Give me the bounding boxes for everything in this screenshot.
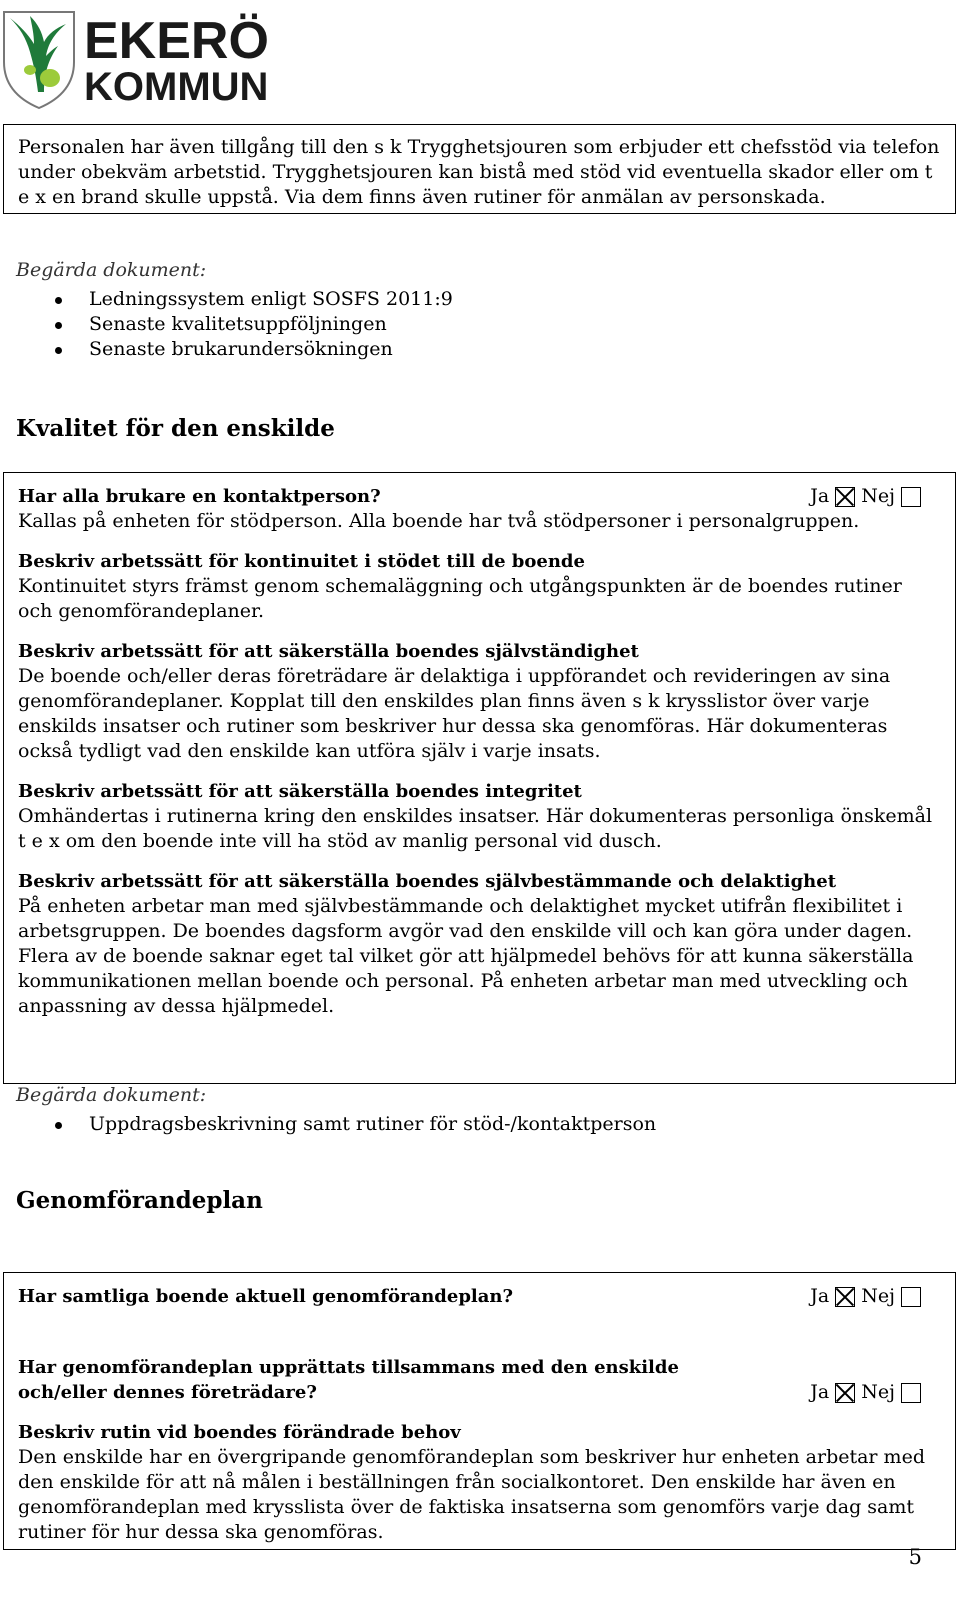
page-number: 5 bbox=[908, 1545, 922, 1569]
question-aktuell-plan: Har samtliga boende aktuell genomförandeplan? bbox=[18, 1286, 514, 1307]
yes-checkbox[interactable] bbox=[835, 1383, 855, 1403]
heading-integritet: Beskriv arbetssätt för att säkerställa boendes integritet bbox=[18, 781, 582, 802]
answer-forandrade-behov: Den enskilde har en övergripande genomförandeplan som beskriver hur enheten arbetar med den enskilde för att nå målen i beställningen från socialkontoret. Den enskilde har även en genomförandeplan med krysslista över de faktiska insatserna som genomförs varje dag samt rutiner för hur dessa ska genomföras. bbox=[18, 1446, 925, 1543]
heading-forandrade-behov: Beskriv rutin vid boendes förändrade behov bbox=[18, 1422, 461, 1443]
heading-sjalvbestammande: Beskriv arbetssätt för att säkerställa boendes självbestämmande och delaktighet bbox=[18, 871, 837, 892]
no-label: Nej bbox=[861, 485, 895, 507]
no-checkbox[interactable] bbox=[901, 487, 921, 507]
heading-kontinuitet: Beskriv arbetssätt för kontinuitet i stödet till de boende bbox=[18, 551, 585, 572]
requested-documents-list bbox=[16, 1112, 656, 1137]
requested-documents-label: Begärda dokument: bbox=[16, 1084, 207, 1106]
question-row-kontaktperson bbox=[18, 484, 941, 509]
list-item: Senaste kvalitetsuppföljningen bbox=[16, 312, 453, 337]
logo-text-kommun: KOMMUN bbox=[84, 65, 269, 109]
question-box-kvalitet bbox=[3, 472, 956, 1084]
answer-integritet: Omhändertas i rutinerna kring den enskildes insatser. Här dokumenteras personliga önskemål t e x om den boende inte vill ha stöd av manlig personal vid dusch. bbox=[18, 805, 933, 852]
yes-checkbox[interactable] bbox=[835, 1287, 855, 1307]
question-kontaktperson: Har alla brukare en kontaktperson? bbox=[18, 486, 381, 507]
answer-options bbox=[810, 1284, 927, 1309]
answer-options bbox=[810, 1380, 927, 1405]
yes-checkbox[interactable] bbox=[835, 487, 855, 507]
answer-options bbox=[810, 484, 927, 509]
answer-kontaktperson: Kallas på enheten för stödperson. Alla boende har två stödpersoner i personalgruppen. bbox=[18, 510, 860, 532]
section-heading-genomforandeplan: Genomförandeplan bbox=[16, 1187, 263, 1214]
trygghetsjour-paragraph: Personalen har även tillgång till den s k Trygghetsjouren som erbjuder ett chefsstöd via telefon under obekväm arbetstid. Trygghetsjouren kan bistå med stöd vid eventuella skador eller om t e x en brand skulle uppstå. Via dem finns även rutiner för anmälan av personskada. bbox=[18, 136, 940, 208]
logo-text-ekero: EKERÖ bbox=[84, 12, 269, 70]
no-checkbox[interactable] bbox=[901, 1287, 921, 1307]
answer-kontinuitet: Kontinuitet styrs främst genom schemaläggning och utgångspunkten är de boendes rutiner och genomförandeplaner. bbox=[18, 575, 902, 622]
requested-documents-label: Begärda dokument: bbox=[16, 259, 207, 281]
question-row-upprattad-tillsammans bbox=[18, 1355, 941, 1405]
info-box-trygghetsjour bbox=[3, 124, 956, 214]
no-label: Nej bbox=[861, 1381, 895, 1403]
question-upprattad-line2: och/eller dennes företrädare? bbox=[18, 1382, 317, 1403]
heading-sjalvstandighet: Beskriv arbetssätt för att säkerställa boendes självständighet bbox=[18, 641, 639, 662]
question-upprattad-line1: Har genomförandeplan upprättats tillsammans med den enskilde bbox=[18, 1357, 679, 1378]
question-row-aktuell-plan bbox=[18, 1284, 941, 1309]
list-item: Uppdragsbeskrivning samt rutiner för stöd-/kontaktperson bbox=[16, 1112, 656, 1137]
answer-sjalvbestammande: På enheten arbetar man med självbestämmande och delaktighet mycket utifrån flexibilitet i arbetsgruppen. De boendes dagsform avgör vad den enskilde vill och kan göra under dagen. Flera av de boende saknar eget tal vilket gör att hjälpmedel behövs för att kunna säkerställa kommunikationen mellan boende och personal. På enheten arbetar man med utveckling och anpassning av dessa hjälpmedel. bbox=[18, 895, 914, 1017]
yes-label: Ja bbox=[810, 1381, 830, 1403]
requested-documents-list bbox=[16, 287, 453, 362]
yes-label: Ja bbox=[810, 1285, 830, 1307]
no-checkbox[interactable] bbox=[901, 1383, 921, 1403]
yes-label: Ja bbox=[810, 485, 830, 507]
requested-documents-2 bbox=[16, 1083, 656, 1137]
list-item: Senaste brukarundersökningen bbox=[16, 337, 453, 362]
no-label: Nej bbox=[861, 1285, 895, 1307]
question-box-genomforandeplan bbox=[3, 1272, 956, 1550]
answer-sjalvstandighet: De boende och/eller deras företrädare är delaktiga i uppförandet och revideringen av sina genomförandeplaner. Kopplat till den enskildes plan finns även s k krysslistor över varje enskilds insatser och rutiner som beskriver hur dessa ska genomföras. Här dokumenteras också tydligt vad den enskilde kan utföra själv i varje insats. bbox=[18, 665, 891, 762]
logo-emblem bbox=[0, 0, 290, 110]
list-item: Ledningssystem enligt SOSFS 2011:9 bbox=[16, 287, 453, 312]
requested-documents-1 bbox=[16, 258, 453, 362]
section-heading-kvalitet: Kvalitet för den enskilde bbox=[16, 415, 335, 442]
ekero-kommun-logo bbox=[0, 0, 290, 110]
